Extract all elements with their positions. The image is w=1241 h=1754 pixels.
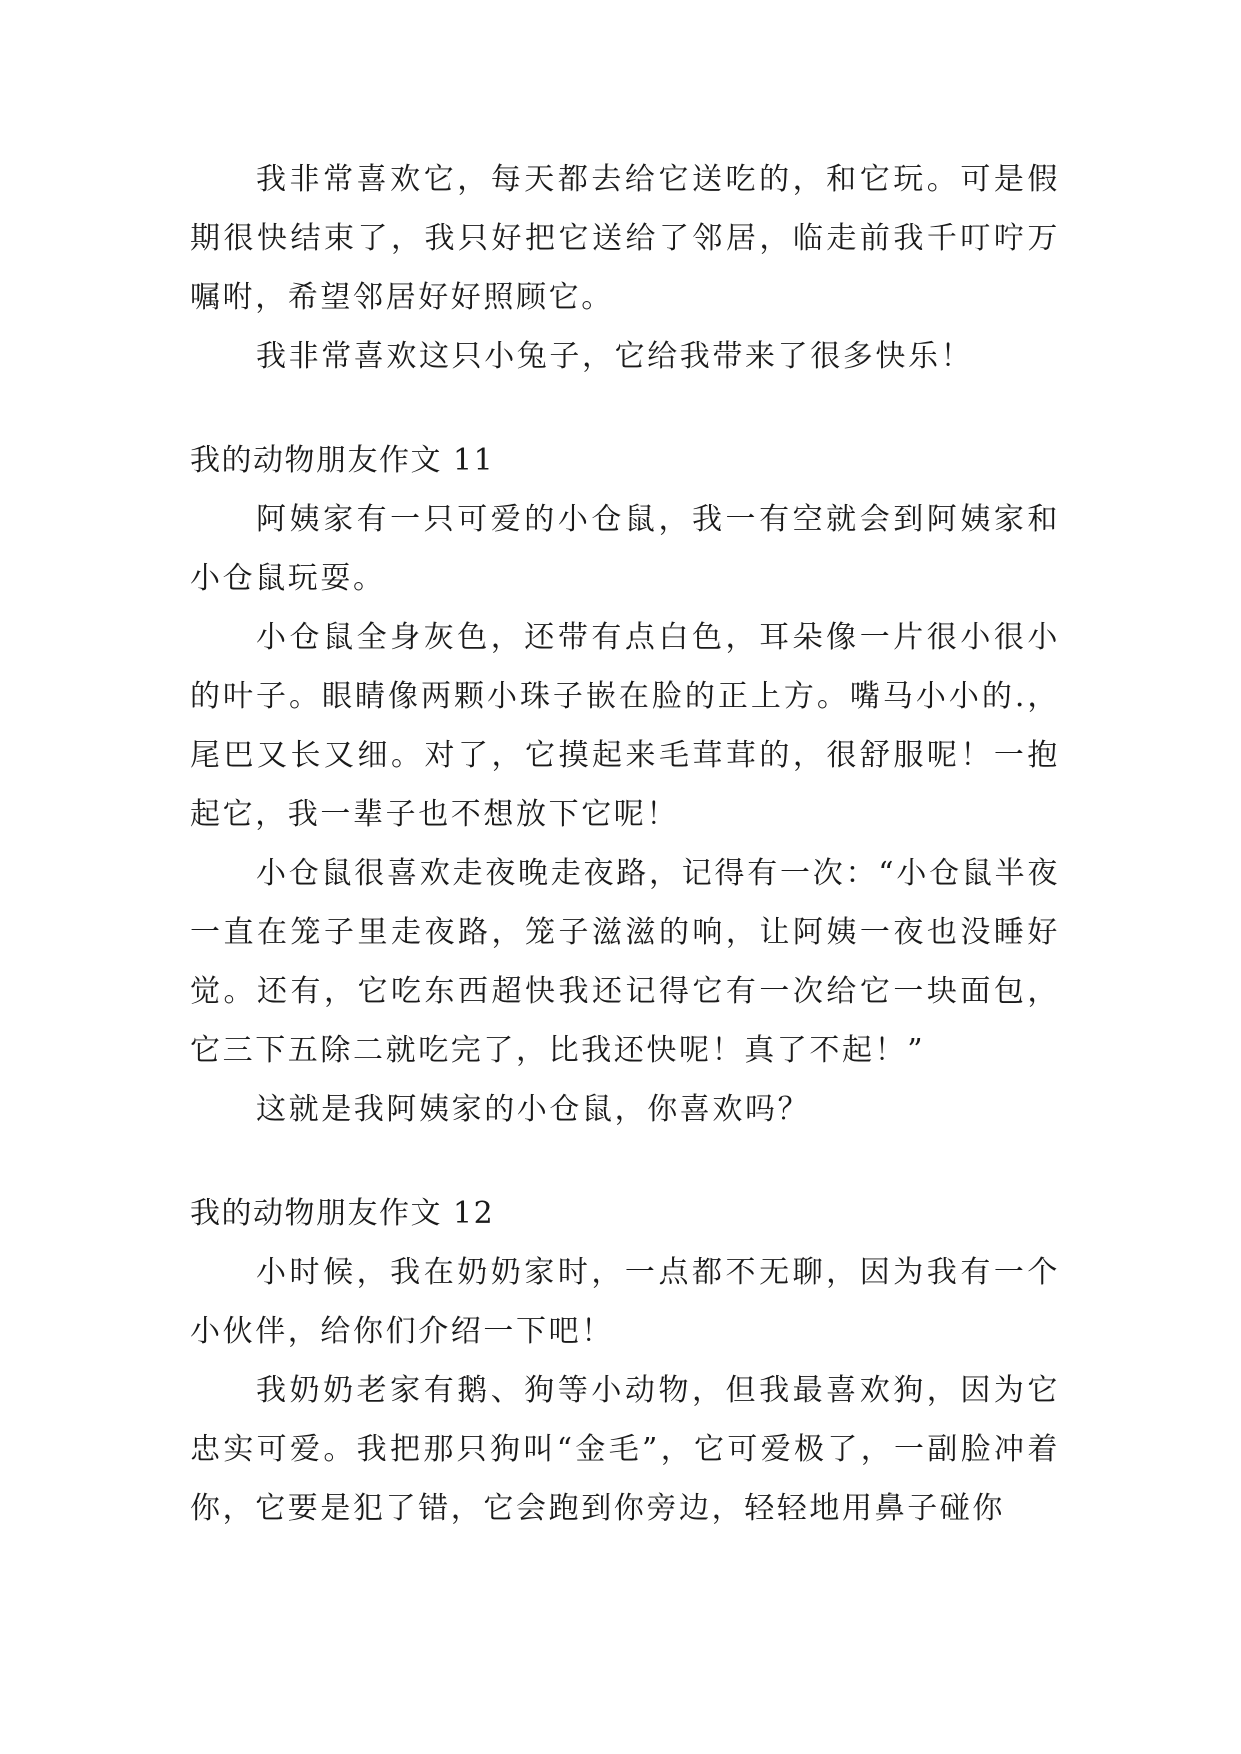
paragraph: 小仓鼠全身灰色，还带有点白色，耳朵像一片很小很小的叶子。眼睛像两颗小珠子嵌在脸的正上方。嘴马小小的.，尾巴又长又细。对了，它摸起来毛茸茸的，很舒服呢！一抱起它，我一辈子也不想放下它呢！: [190, 620, 1060, 832]
section-heading: 我的动物朋友作文 12: [190, 1196, 495, 1231]
section-heading: 我的动物朋友作文 11: [190, 443, 495, 478]
document-page: [190, 150, 1060, 1538]
paragraph: 小时候，我在奶奶家时，一点都不无聊，因为我有一个小伙伴，给你们介绍一下吧！: [190, 1255, 1060, 1349]
paragraph: 这就是我阿姨家的小仓鼠，你喜欢吗？: [256, 1092, 811, 1127]
paragraph: 我奶奶老家有鹅、狗等小动物，但我最喜欢狗，因为它忠实可爱。我把那只狗叫“金毛”，它可爱极了，一副脸冲着你，它要是犯了错，它会跑到你旁边，轻轻地用鼻子碰你: [190, 1373, 1060, 1526]
paragraph: 我非常喜欢它，每天都去给它送吃的，和它玩。可是假期很快结束了，我只好把它送给了邻居，临走前我千叮咛万嘱咐，希望邻居好好照顾它。: [190, 162, 1060, 315]
paragraph: 阿姨家有一只可爱的小仓鼠，我一有空就会到阿姨家和小仓鼠玩耍。: [190, 502, 1060, 596]
paragraph: 我非常喜欢这只小兔子，它给我带来了很多快乐！: [256, 339, 974, 374]
paragraph: 小仓鼠很喜欢走夜晚走夜路，记得有一次：“小仓鼠半夜一直在笼子里走夜路，笼子滋滋的响，让阿姨一夜也没睡好觉。还有，它吃东西超快我还记得它有一次给它一块面包，它三下五除二就吃完了，比我还快呢！真了不起！”: [190, 856, 1060, 1068]
